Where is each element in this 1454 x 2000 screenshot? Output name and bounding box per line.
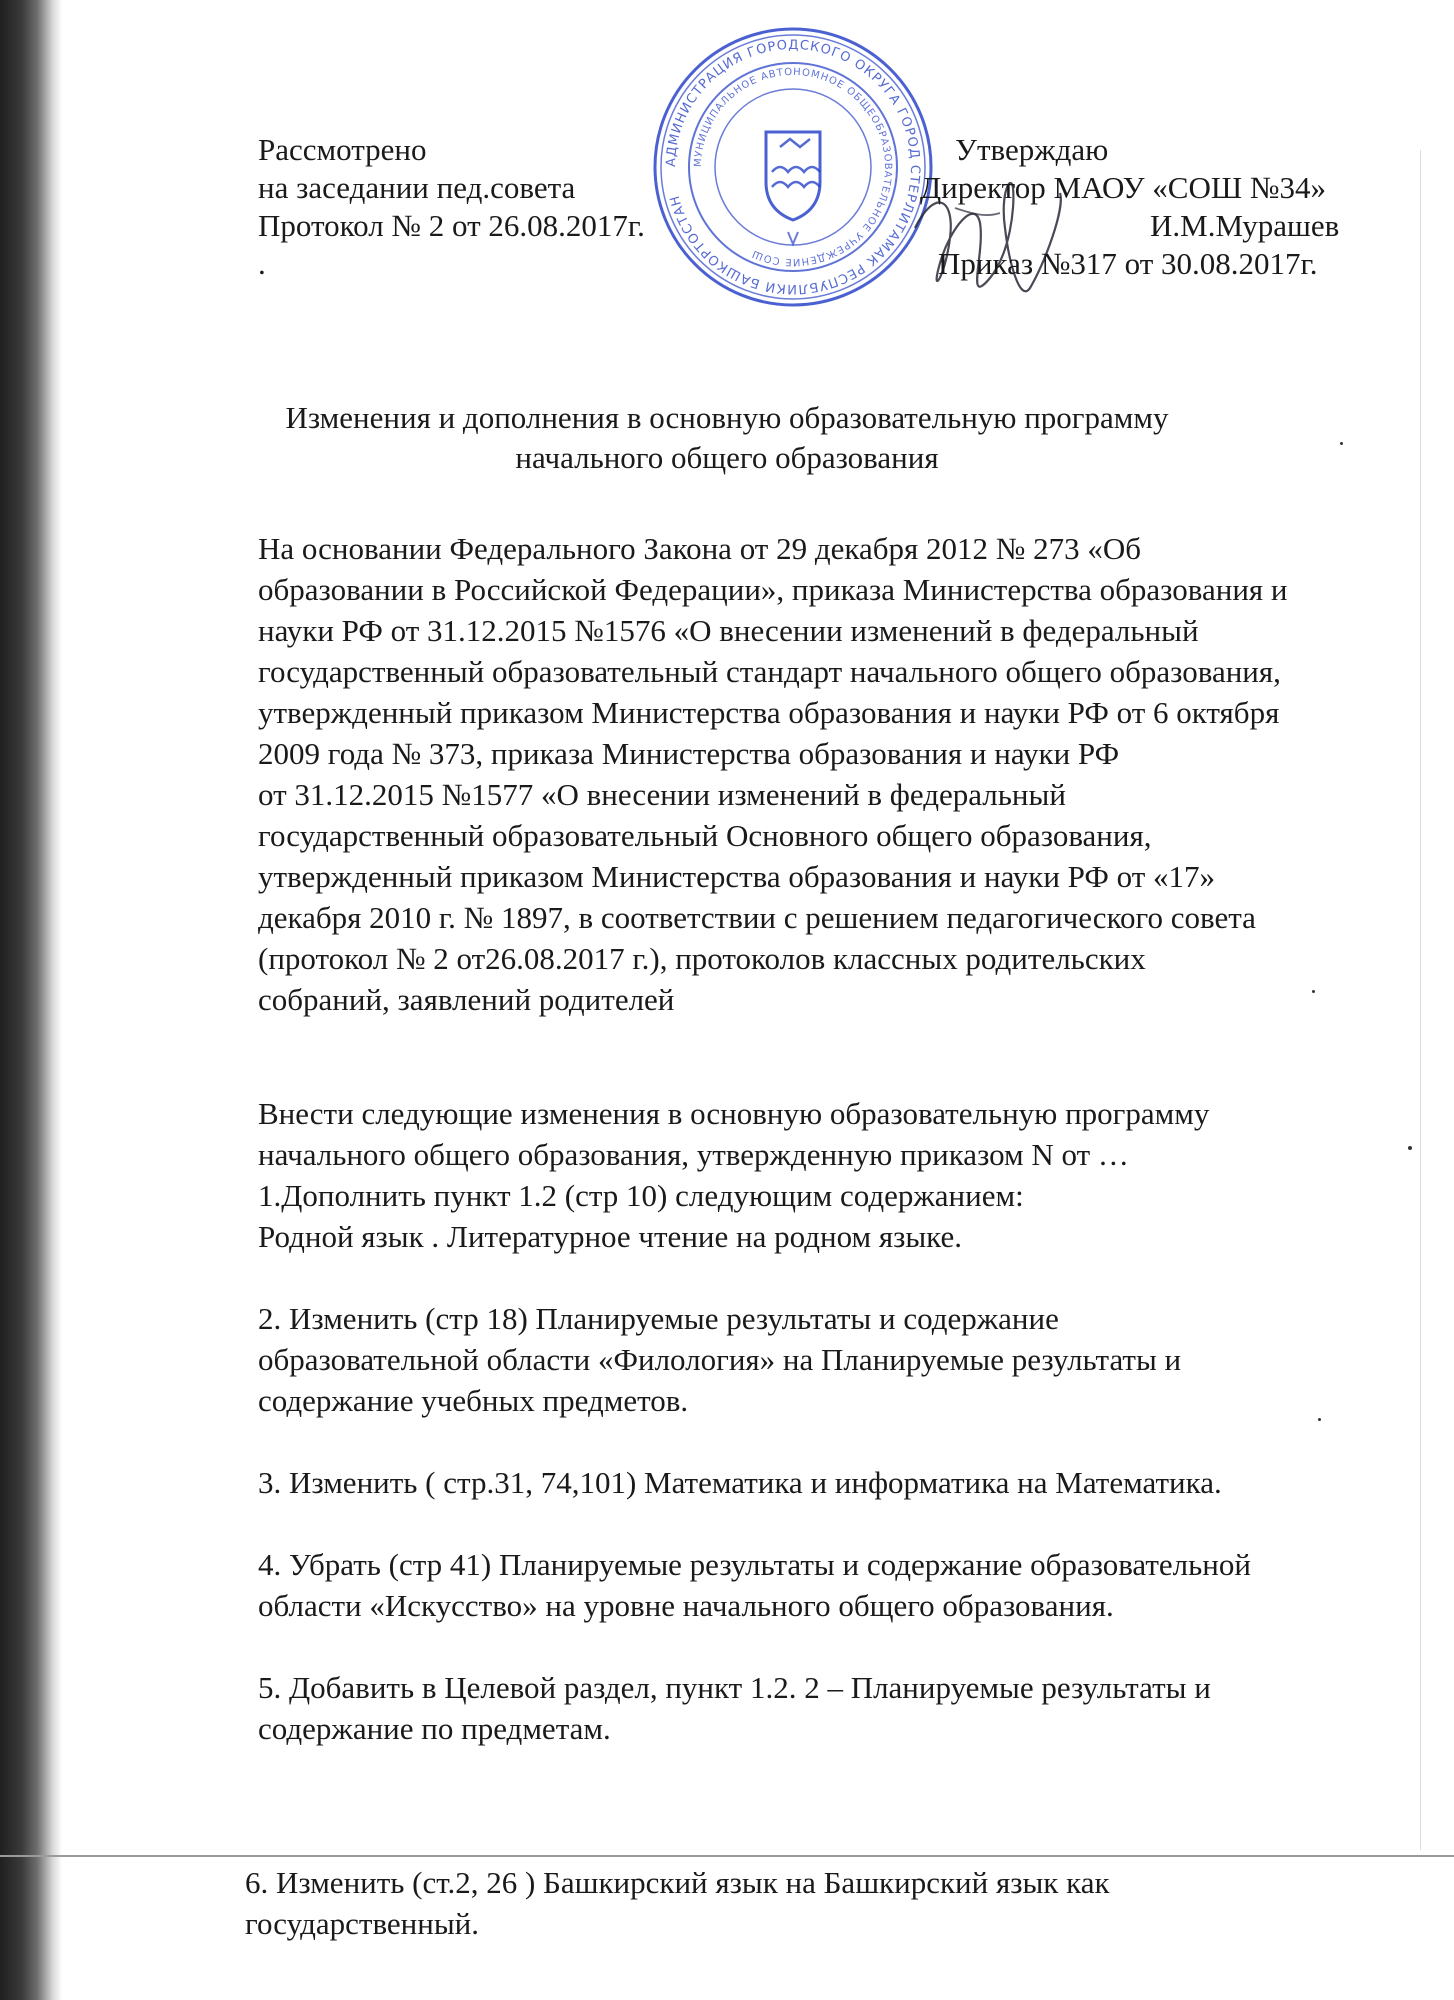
change-item-4: области «Искусство» на уровне начального общего образования. <box>258 1588 1114 1623</box>
scan-speck <box>1312 990 1315 993</box>
approval-right-line: Приказ №317 от 30.08.2017г. <box>938 246 1318 281</box>
approval-left-line: . <box>258 246 266 281</box>
paragraph-line: науки РФ от 31.12.2015 №1576 «О внесении изменений в федеральный <box>258 613 1199 648</box>
paragraph-line: 2009 года № 373, приказа Министерства образования и науки РФ <box>258 736 1120 771</box>
scan-speck <box>1408 1146 1412 1150</box>
paragraph-line: от 31.12.2015 №1577 «О внесении изменений в федеральный <box>258 777 1066 812</box>
paragraph-line: государственный образовательный стандарт начального общего образования, <box>258 654 1281 689</box>
document-title <box>0 398 1454 478</box>
approval-left-line: Протокол № 2 от 26.08.2017г. <box>258 208 645 243</box>
paragraph-line: государственный образовательный Основного общего образования, <box>258 818 1152 853</box>
spacer <box>258 1421 1251 1462</box>
title-line: начального общего образования <box>515 440 939 475</box>
paragraph-line: образовании в Российской Федерации», приказа Министерства образования и <box>258 572 1288 607</box>
approval-block-right <box>920 131 1340 283</box>
paragraph-line: собраний, заявлений родителей <box>258 982 675 1017</box>
change-item-6-line: государственный. <box>245 1906 480 1941</box>
approval-left-line: Рассмотрено <box>258 132 427 167</box>
changes-intro-line: Внести следующие изменения в основную образовательную программу <box>258 1096 1210 1131</box>
change-item-1: Родной язык . Литературное чтение на родном языке. <box>258 1219 962 1254</box>
page-join-line <box>0 1855 1454 1857</box>
approval-left-line: на заседании пед.совета <box>258 170 576 205</box>
spacer <box>258 1626 1251 1667</box>
change-item-2: образовательной области «Филология» на Планируемые результаты и <box>258 1342 1182 1377</box>
scan-speck <box>1318 1418 1321 1421</box>
title-line: Изменения и дополнения в основную образовательную программу <box>285 400 1169 435</box>
paragraph-line: На основании Федерального Закона от 29 декабря 2012 № 273 «Об <box>258 531 1141 566</box>
approval-right-line: Утверждаю <box>955 132 1109 167</box>
spacer <box>258 1257 1251 1298</box>
scan-speck <box>1340 442 1343 445</box>
basis-paragraph <box>258 528 1288 1020</box>
change-item-6-line: 6. Изменить (ст.2, 26 ) Башкирский язык на Башкирский язык как <box>245 1865 1110 1900</box>
change-item-3: 3. Изменить ( стр.31, 74,101) Математика и информатика на Математика. <box>258 1465 1222 1500</box>
change-item-1: 1.Дополнить пункт 1.2 (стр 10) следующим содержанием: <box>258 1178 1024 1213</box>
change-item-5: содержание по предметам. <box>258 1711 611 1746</box>
changes-list <box>258 1093 1251 1749</box>
approval-right-line: И.М.Мурашев <box>1150 208 1340 243</box>
paragraph-line: декабря 2010 г. № 1897, в соответствии с решением педагогического совета <box>258 900 1256 935</box>
paragraph-line: (протокол № 2 от26.08.2017 г.), протоколов классных родительских <box>258 941 1146 976</box>
svg-text:АДМИНИСТРАЦИЯ ГОРОДСКОГО ОКРУГ: АДМИНИСТРАЦИЯ ГОРОДСКОГО ОКРУГА ГОРОД СТЕРЛИТАМАК РЕСПУБЛИКИ БАШКОРТОСТАН <box>663 37 923 297</box>
change-item-5: 5. Добавить в Целевой раздел, пункт 1.2. 2 – Планируемые результаты и <box>258 1670 1211 1705</box>
scan-shadow-edge <box>0 0 62 2000</box>
change-item-2: 2. Изменить (стр 18) Планируемые результаты и содержание <box>258 1301 1059 1336</box>
change-item-6 <box>245 1862 1110 1944</box>
change-item-2: содержание учебных предметов. <box>258 1383 689 1418</box>
changes-intro-line: начального общего образования, утвержденную приказом N от … <box>258 1137 1129 1172</box>
svg-text:МУНИЦИПАЛЬНОЕ АВТОНОМНОЕ ОБЩЕО: МУНИЦИПАЛЬНОЕ АВТОНОМНОЕ ОБЩЕОБРАЗОВАТЕЛЬНОЕ УЧРЕЖДЕНИЕ СОШ <box>692 66 894 268</box>
approval-right-line: Директор МАОУ «СОШ №34» <box>920 170 1326 205</box>
paragraph-line: утвержденный приказом Министерства образования и науки РФ от 6 октября <box>258 695 1280 730</box>
approval-block-left <box>258 131 645 283</box>
paragraph-line: утвержденный приказом Министерства образования и науки РФ от «17» <box>258 859 1216 894</box>
change-item-4: 4. Убрать (стр 41) Планируемые результаты и содержание образовательной <box>258 1547 1251 1582</box>
spacer <box>258 1503 1251 1544</box>
